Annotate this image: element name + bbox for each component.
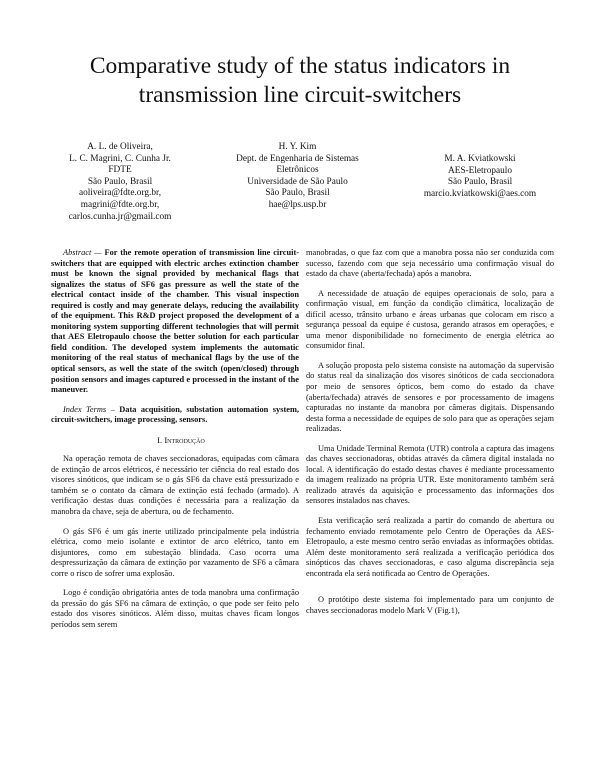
author-email[interactable]: aoliveira@fdte.org.br, bbox=[78, 188, 162, 199]
author-line: FDTE bbox=[108, 165, 132, 176]
author-line: Universidade de São Paulo bbox=[247, 176, 348, 187]
body-paragraph: A necessidade de atuação de equipes operacionais de solo, para a confirmação visual, em função da condição climática, localização de difícil acesso, trânsito urbano e áreas urbanas que colocam em risco a segurança pessoal da equipe é custosa, gerando atrasos em operações, e uma menor disponibilidade no fornecimento de energia elétrica ao consumidor final. bbox=[306, 288, 554, 351]
author-email[interactable]: magrini@fdte.org.br, bbox=[80, 199, 160, 210]
author-line: AES-Eletropaulo bbox=[447, 165, 513, 176]
body-paragraph-continuation: manobradas, o que faz com que a manobra possa não ser conduzida com sucesso, fazendo com que seja necessário uma confirmação visual do estado da chave (aberta/fechada) após a manobra. bbox=[306, 248, 554, 279]
abstract-text: For the remote operation of transmission line circuit-switchers that are equipped with electric arches extinction chamber must be known the signal provided by mechanical flags that signalizes the status of SF6 gas pressure as well the state of the electrical contact inside of the chamber. This visual inspection required is costly and may generate delays, reducing the availability of the equipment. This R&D project proposed the development of a monitoring system supporting different technologies that will permit that AES Eletropaulo choose the better solution for each particular field condition. The developed system implements the automatic monitoring of the real status of mechanical flags by the use of the optical sensors, as well the state of the switch (open/closed) through position sensors and images captured e processed in the instant of the maneuver. bbox=[51, 248, 300, 395]
author-line: A. L. de Oliveira, bbox=[87, 142, 153, 152]
author-line: São Paulo, Brasil bbox=[87, 176, 153, 187]
body-paragraph: O gás SF6 é um gás inerte utilizado principalmente pela indústria elétrica, como meio isolante e extintor de arco elétrico, tanto em disjuntores, como em subestação blindada. Caso ocorra uma despressurização da câmara de extinção por vazamento de SF6 a câmara corre o risco de sofrer uma explosão. bbox=[51, 526, 299, 578]
author-line: M. A. Kviatkowski bbox=[444, 154, 516, 164]
paper-title: Comparative study of the status indicators in transmission line circuit-switchers bbox=[89, 53, 511, 108]
author-email[interactable]: hae@lps.usp.br bbox=[268, 199, 327, 210]
body-paragraph: Logo é condição obrigatória antes de toda manobra uma confirmação da pressão do gás SF6 na câmara de extinção, o que pode ser feito pelo estado dos visores sinóticos. Além disso, muitas chaves ficam longos períodos sem serem bbox=[51, 588, 299, 629]
author-block-2 bbox=[210, 142, 385, 212]
body-paragraph: Na operação remota de chaves seccionadoras, equipadas com câmara de extinção de arcos elétricos, é necessário ter ciência do real estado dos visores sinóticos, que indicam se o gás SF6 da chave está pressurizado e também se o contato da câmara de extinção está fechado (armado). A verificação destas duas condições é necessária para a realização da manobra da chave, seja de abertura, ou de fechamento. bbox=[51, 454, 299, 517]
section-heading bbox=[51, 435, 299, 446]
author-block-3 bbox=[380, 154, 580, 200]
author-line: São Paulo, Brasil bbox=[265, 188, 330, 199]
index-terms-text: Data acquisition, substation automation system, circuit-switchers, image processing, sensors. bbox=[51, 404, 299, 425]
body-paragraph: Uma Unidade Terminal Remota (UTR) controla a captura das imagens das chaves seccionadoras, obtidas através da câmera digital instalada no local. A identificação do estado destas chaves é mediante processamento da imagem realizado na própria UTR. Este monitoramento também será realizado através da aquisição e processamento das informações dos sensores instalados nas chaves. bbox=[306, 443, 554, 506]
body-paragraph: A solução proposta pelo sistema consiste na automação da supervisão do status real da sinalização dos visores sinóticos de cada seccionadora por meio de sensores ópticos, bem como do estado da chave (aberta/fechada) através de sensores e por processamento de imagens capturadas no instante da manobra por câmeras digitais. Dispensando desta forma a necessidade de equipes de solo para que as operações sejam realizadas. bbox=[306, 360, 554, 434]
author-line: H. Y. Kim bbox=[278, 142, 317, 152]
author-line: Eletrônicos bbox=[276, 165, 319, 176]
author-block-1 bbox=[30, 142, 210, 223]
left-column bbox=[51, 248, 299, 640]
index-terms bbox=[51, 405, 299, 426]
abstract bbox=[51, 248, 299, 396]
author-email[interactable]: carlos.cunha.jr@gmail.com bbox=[68, 211, 172, 222]
abstract-lead: Abstract — bbox=[63, 248, 102, 257]
author-email[interactable]: marcio.kviatkowski@aes.com bbox=[423, 188, 537, 199]
author-line: Dept. de Engenharia de Sistemas bbox=[236, 153, 359, 164]
author-line: L. C. Magrini, C. Cunha Jr. bbox=[69, 153, 171, 164]
body-paragraph: Esta verificação será realizada a partir do comando de abertura ou fechamento enviado remotamente pelo Centro de Operações da AES-Eletropaulo, a este mesmo centro serão enviadas as informações obtidas. Além deste monitoramento será realizada a verificação periódica dos sinópticos das chaves seccionadoras, e caso alguma discrepância seja encontrada ela será notificada ao Centro de Operações. bbox=[306, 516, 554, 578]
section-number: I. bbox=[157, 434, 163, 445]
author-line: São Paulo, Brasil bbox=[447, 177, 513, 188]
right-column bbox=[306, 248, 554, 625]
section-title: Introdução bbox=[164, 434, 205, 445]
body-paragraph: O protótipo deste sistema foi implementado para um conjunto de chaves seccionadoras modelo Mark V (Fig.1), bbox=[306, 595, 554, 615]
index-terms-lead: Index Terms – bbox=[63, 404, 115, 414]
